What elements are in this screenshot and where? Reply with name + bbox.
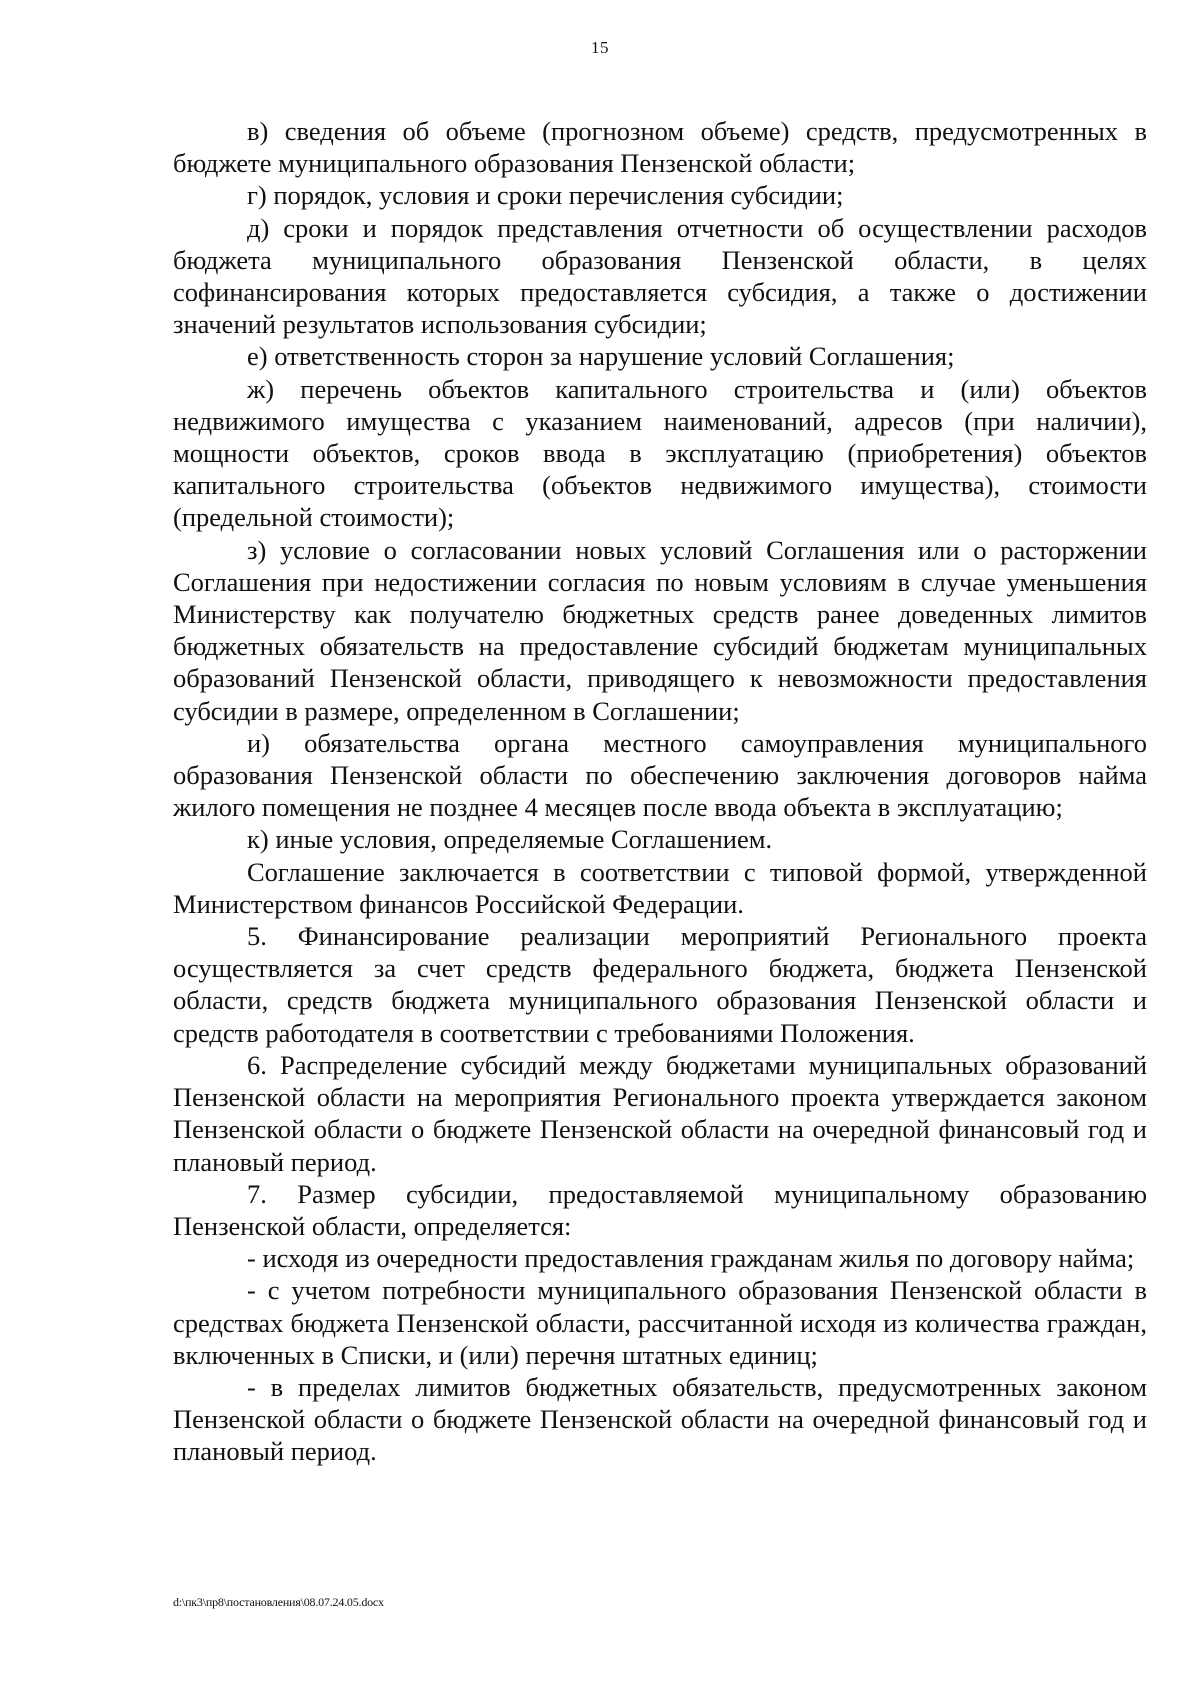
paragraph-zh: ж) перечень объектов капитального строительства и (или) объектов недвижимого имущества с указанием наименований, адресов (при наличии), мощности объектов, сроков ввода в эксплуатацию (приобретения) объектов капитального строительства (объектов недвижимого имущества), стоимости (предельной стоимости);: [173, 373, 1147, 533]
paragraph-z: з) условие о согласовании новых условий Соглашения или о расторжении Соглашения при недостижении согласия по новым условиям в случае уменьшения Министерству как получателю бюджетных средств ранее доведенных лимитов бюджетных обязательств на предоставление субсидий бюджетам муниципальных образований Пензенской области, приводящего к невозможности предоставления субсидии в размере, определенном в Соглашении;: [173, 534, 1147, 726]
paragraph-d: д) сроки и порядок представления отчетности об осуществлении расходов бюджета муниципального образования Пензенской области, в целях софинансирования которых предоставляется субсидия, а также о достижении значений результатов использования субсидии;: [173, 212, 1147, 340]
paragraph-6: 6. Распределение субсидий между бюджетами муниципальных образований Пензенской области на мероприятия Регионального проекта утверждается законом Пензенской области о бюджете Пензенской области на очередной финансовый год и плановый период.: [173, 1049, 1147, 1177]
list-item-needs: - с учетом потребности муниципального образования Пензенской области в средствах бюджета Пензенской области, рассчитанной исходя из количества граждан, включенных в Списки, и (или) перечня штатных единиц;: [173, 1275, 1147, 1370]
paragraph-e: е) ответственность сторон за нарушение условий Соглашения;: [247, 341, 955, 372]
document-body: [173, 115, 1147, 1468]
page-number: 15: [591, 38, 609, 57]
paragraph-i: и) обязательства органа местного самоуправления муниципального образования Пензенской области по обеспечению заключения договоров найма жилого помещения не позднее 4 месяцев после ввода объекта в эксплуатацию;: [173, 727, 1147, 823]
list-item-queue: - исходя из очередности предоставления гражданам жилья по договору найма;: [247, 1243, 1135, 1274]
paragraph-k: к) иные условия, определяемые Соглашением.: [247, 824, 773, 855]
paragraph-g: г) порядок, условия и сроки перечисления субсидии;: [247, 180, 844, 211]
paragraph-v: в) сведения об объеме (прогнозном объеме) средств, предусмотренных в бюджете муниципального образования Пензенской области;: [173, 116, 1147, 179]
footer-file-path: d:\пк3\пр8\постановления\08.07.24.05.docx: [173, 1595, 384, 1609]
paragraph-5: 5. Финансирование реализации мероприятий Регионального проекта осуществляется за счет средств федерального бюджета, бюджета Пензенской области, средств бюджета муниципального образования Пензенской области и средств работодателя в соответствии с требованиями Положения.: [173, 921, 1147, 1048]
paragraph-7: 7. Размер субсидии, предоставляемой муниципальному образованию Пензенской области, определяется:: [173, 1178, 1147, 1241]
paragraph-agreement: Соглашение заключается в соответствии с типовой формой, утвержденной Министерством финансов Российской Федерации.: [173, 856, 1147, 919]
list-item-limits: - в пределах лимитов бюджетных обязательств, предусмотренных законом Пензенской области о бюджете Пензенской области на очередной финансовый год и плановый период.: [173, 1371, 1147, 1467]
